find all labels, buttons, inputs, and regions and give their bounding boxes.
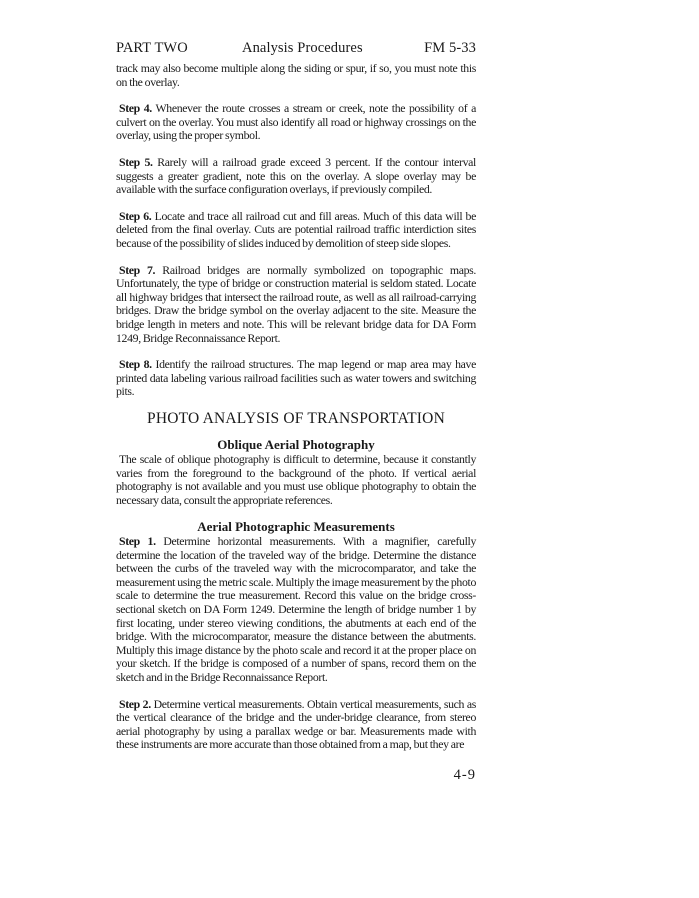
step-5-paragraph xyxy=(116,156,476,197)
header-section: Analysis Procedures xyxy=(242,40,363,56)
step-label: Step 2. xyxy=(119,696,151,711)
step-text: Railroad bridges are normally symbolized on topographic maps. Unfortunately, the type of bridge or construction material is seldom stated. Locate all highway bridges that intersect the railroad route, as well as all railroad-carrying bridges. Draw the bridge symbol on the overlay adjacent to the site. Measure the bridge length in meters and note. This will be relevant bridge data for DA Form 1249, Bridge Reconnaissance Report. xyxy=(116,262,476,345)
step-text: Whenever the route crosses a stream or creek, note the possibility of a culvert on the overlay. You must also identify all road or highway crossings on the overlay, using the proper symbol. xyxy=(116,101,476,143)
step-label: Step 6. xyxy=(119,208,152,223)
header-manual-number: FM 5-33 xyxy=(424,40,476,56)
step-label: Step 7. xyxy=(119,262,156,277)
step-label: Step 8. xyxy=(119,357,152,372)
oblique-paragraph: The scale of oblique photography is difficult to determine, because it constantly varies from the foreground to the background of the photo. If vertical aerial photography is not available and you must use oblique photography to obtain the necessary data, consult the appropriate references. xyxy=(116,452,476,507)
step-text: Rarely will a railroad grade exceed 3 percent. If the contour interval suggests a greater gradient, note this on the overlay. A slope overlay may be available with the surface configuration overlays, if previously compiled. xyxy=(116,154,476,197)
step-text: Determine vertical measurements. Obtain vertical measurements, such as the vertical clearance of the bridge and the under-bridge clearance, from stereo aerial photography by using a parallax wedge or bar. Measurements made with these instruments are more accurate than those obtained from a map, but they are xyxy=(116,696,476,752)
step-label: Step 4. xyxy=(119,101,152,116)
measurement-step-1-paragraph xyxy=(116,535,476,685)
measurements-heading: Aerial Photographic Measurements xyxy=(197,519,395,535)
step-text: Determine horizontal measurements. With a magnifier, carefully determine the location of the traveled way of the bridge. Determine the distance between the curbs of the traveled way with the microcomparator, and take the measurement using the metric scale. Multiply the image measurement by the photo scale to determine the true measurement. Record this value on the bridge cross-sectional sketch on DA Form 1249. Determine the length of bridge number 1 by first locating, under stereo viewing conditions, the abutments at each end of the bridge. With the microcomparator, measure the distance between the abutments. Multiply this image distance by the photo scale and record it at the proper place on your sketch. If the bridge is composed of a number of spans, record them on the sketch and in the Bridge Reconnaissance Report. xyxy=(116,534,477,684)
step-6-paragraph xyxy=(116,210,476,251)
section-title: PHOTO ANALYSIS OF TRANSPORTATION xyxy=(147,409,445,427)
measurement-step-2-paragraph xyxy=(116,698,476,752)
header-part: PART TWO xyxy=(116,40,188,56)
step-8-paragraph xyxy=(116,358,476,399)
step-label: Step 1. xyxy=(119,534,156,549)
step-text: Identify the railroad structures. The map legend or map area may have printed data labeling various railroad facilities such as water towers and switching pits. xyxy=(116,357,476,399)
step-label: Step 5. xyxy=(119,154,153,169)
step-7-paragraph xyxy=(116,264,476,346)
running-header xyxy=(116,40,476,58)
page-number: 4-9 xyxy=(453,767,476,783)
oblique-heading: Oblique Aerial Photography xyxy=(217,437,375,453)
step-text: Locate and trace all railroad cut and fill areas. Much of this data will be deleted from the final overlay. Cuts are potential railroad traffic interdiction sites because of the possibility of slides induced by demolition of steep side slopes. xyxy=(116,208,476,250)
continuation-paragraph: track may also become multiple along the siding or spur, if so, you must note this on the overlay. xyxy=(116,61,476,89)
body-text xyxy=(116,62,476,765)
step-4-paragraph xyxy=(116,102,476,143)
